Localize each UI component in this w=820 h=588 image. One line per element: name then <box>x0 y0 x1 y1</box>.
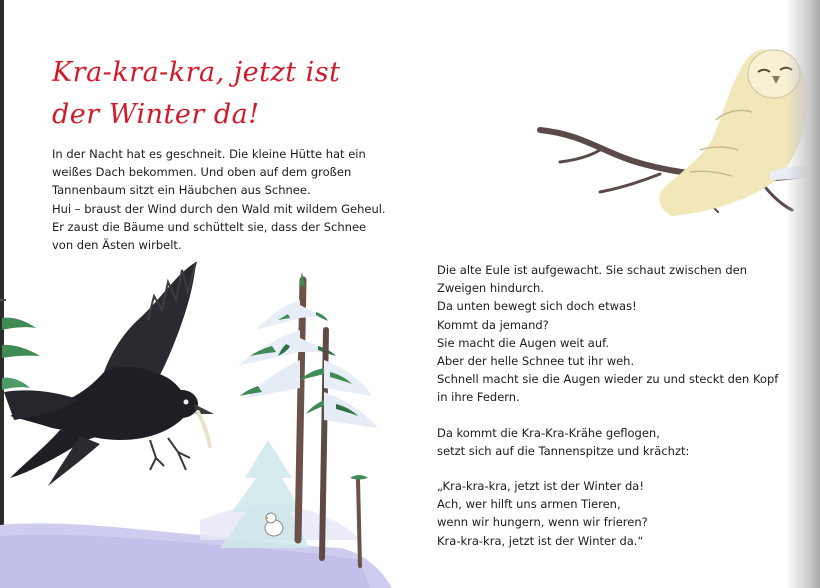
story-verse <box>437 477 648 550</box>
text-line: Er zaust die Bäume und schüttelt sie, dass der Schnee <box>52 219 367 234</box>
verse-line: wenn wir hungern, wenn wir frieren? <box>437 515 648 530</box>
text-line: Sie macht die Augen weit auf. <box>437 335 609 350</box>
page-gutter-shadow <box>786 0 820 588</box>
owl-on-branch <box>540 49 818 216</box>
text-line: Da kommt die Kra-Kra-Krähe geflogen, <box>437 426 660 440</box>
verse-line: Ach, wer hilft uns armen Tieren, <box>437 497 621 512</box>
text-line: Schnell macht sie die Augen wieder zu und steckt den Kopf <box>437 372 779 387</box>
text-line: Aber der helle Schnee tut ihr weh. <box>437 354 635 369</box>
text-line: Hui – braust der Wind durch den Wald mit wildem Geheul. <box>52 201 386 216</box>
story-paragraph-1 <box>52 145 386 254</box>
snow-ground <box>0 504 392 588</box>
text-line: Tannenbaum sitzt ein Häubchen aus Schnee. <box>52 183 311 198</box>
text-line: Kommt da jemand? <box>437 317 549 332</box>
flying-crow <box>4 262 214 486</box>
text-line: in ihre Federn. <box>437 390 520 405</box>
title-line-1: Kra-kra-kra, jetzt ist <box>52 57 341 88</box>
text-line: weißes Dach bekommen. Und oben auf dem großen <box>52 165 352 180</box>
verse-line: Kra-kra-kra, jetzt ist der Winter da.“ <box>437 533 644 548</box>
left-fir-trees <box>0 300 40 390</box>
page-title <box>52 52 341 136</box>
story-paragraph-2 <box>437 261 778 407</box>
text-line: Da unten bewegt sich doch etwas! <box>437 299 637 314</box>
title-line-2: der Winter da! <box>52 99 260 130</box>
verse-line: „Kra-kra-kra, jetzt ist der Winter da! <box>437 479 644 493</box>
story-paragraph-3 <box>437 424 689 460</box>
text-line: setzt sich auf die Tannenspitze und krächzt: <box>437 444 690 459</box>
text-line: Zweigen hindurch. <box>437 281 544 296</box>
text-line: In der Nacht hat es geschneit. Die kleine Hütte hat ein <box>52 147 366 161</box>
text-line: Die alte Eule ist aufgewacht. Sie schaut zwischen den <box>437 263 747 277</box>
text-line: von den Ästen wirbelt. <box>52 238 182 253</box>
